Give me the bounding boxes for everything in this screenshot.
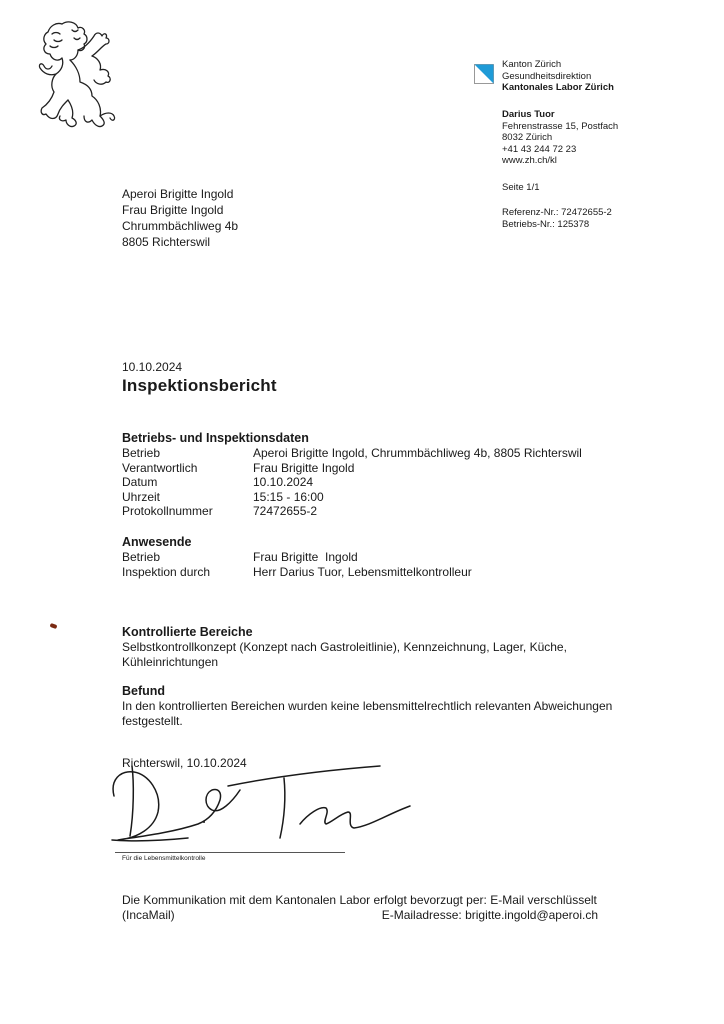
contact-street: Fehrenstrasse 15, Postfach <box>502 120 619 132</box>
reference-block <box>502 207 612 231</box>
document-title: Inspektionsbericht <box>122 376 277 395</box>
data-row <box>122 550 622 565</box>
signature-place-date: Richterswil, 10.10.2024 <box>122 756 247 770</box>
contact-name: Darius Tuor <box>502 109 555 120</box>
data-value: 15:15 - 16:00 <box>253 489 324 504</box>
section-anwesende <box>122 535 622 579</box>
data-value: 10.10.2024 <box>253 475 314 489</box>
contact-block <box>502 109 618 167</box>
recipient-line: Frau Brigitte Ingold <box>122 203 224 217</box>
recipient-line: Aperoi Brigitte Ingold <box>122 187 234 201</box>
section-heading: Betriebs- und Inspektionsdaten <box>122 431 309 445</box>
data-row <box>122 565 622 580</box>
data-value: 72472655-2 <box>253 504 318 518</box>
business-number: Betriebs-Nr.: 125378 <box>502 219 590 230</box>
communication-method: (IncaMail) <box>122 908 175 922</box>
data-value: Frau Brigitte Ingold <box>253 460 355 475</box>
section-heading: Anwesende <box>122 535 192 549</box>
data-label: Uhrzeit <box>122 489 161 504</box>
data-row <box>122 504 622 519</box>
data-value: Herr Darius Tuor, Lebensmittelkontrolleur <box>253 564 472 579</box>
section-text: In den kontrollierten Bereichen wurden keine lebensmittelrechtlich relevanten Abweichungen festgestellt. <box>122 699 613 728</box>
communication-row <box>122 908 604 923</box>
organization-block <box>502 59 614 94</box>
handwritten-signature <box>108 762 418 852</box>
data-label: Protokollnummer <box>122 504 213 518</box>
scan-mark <box>50 623 58 629</box>
section-heading: Kontrollierte Bereiche <box>122 625 253 639</box>
reference-number: Referenz-Nr.: 72472655-2 <box>502 207 612 218</box>
data-row <box>122 461 622 476</box>
signature-line <box>115 852 345 853</box>
email-address: E-Mailadresse: brigitte.ingold@aperoi.ch <box>381 908 598 922</box>
data-value: Aperoi Brigitte Ingold, Chrummbächliweg 4b, 8805 Richterswil <box>253 446 582 460</box>
data-label: Verantwortlich <box>122 460 198 475</box>
document-date: 10.10.2024 <box>122 360 183 374</box>
data-row <box>122 490 622 505</box>
zurich-lion-crest-logo <box>32 16 118 132</box>
data-label: Datum <box>122 475 158 489</box>
contact-city: 8032 Zürich <box>502 132 553 143</box>
data-row <box>122 446 622 461</box>
data-label: Betrieb <box>122 446 161 460</box>
contact-phone: +41 43 244 72 23 <box>502 143 577 155</box>
data-label: Inspektion durch <box>122 564 211 579</box>
section-bereiche <box>122 625 592 669</box>
signature-caption: Für die Lebensmittelkontrolle <box>122 855 206 862</box>
recipient-line: Chrummbächliweg 4b <box>122 219 239 233</box>
org-line-lab: Kantonales Labor Zürich <box>502 82 614 93</box>
communication-line: Die Kommunikation mit dem Kantonalen Labor erfolgt bevorzugt per: E-Mail verschlüsselt <box>122 893 597 907</box>
recipient-line: 8805 Richterswil <box>122 235 211 249</box>
org-line-canton: Kanton Zürich <box>502 59 562 70</box>
section-betriebsdaten <box>122 431 622 519</box>
section-text: Selbstkontrollkonzept (Konzept nach Gastroleitlinie), Kennzeichnung, Lager, Küche, Kühleinrichtungen <box>122 640 567 669</box>
data-row <box>122 475 622 490</box>
section-heading: Befund <box>122 684 166 698</box>
recipient-address <box>122 186 238 250</box>
page-number: Seite 1/1 <box>502 182 540 193</box>
org-line-department: Gesundheitsdirektion <box>502 70 592 82</box>
contact-web: www.zh.ch/kl <box>502 155 557 166</box>
data-label: Betrieb <box>122 550 161 564</box>
section-befund <box>122 684 627 728</box>
kanton-zurich-logo <box>474 64 494 84</box>
communication-note <box>122 893 604 923</box>
data-value: Frau Brigitte Ingold <box>253 550 358 564</box>
